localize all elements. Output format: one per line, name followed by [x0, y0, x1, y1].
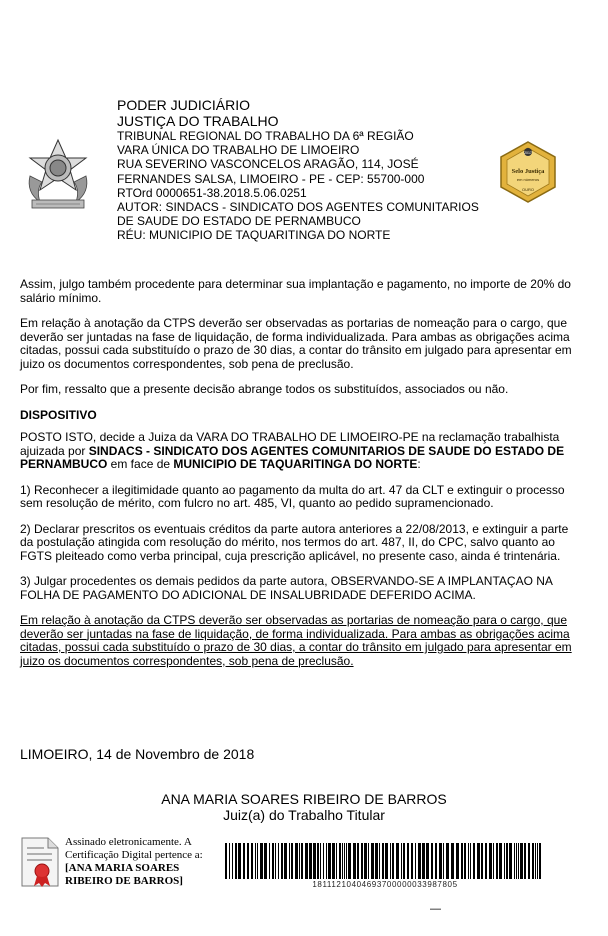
barcode-bar	[368, 843, 369, 879]
barcode-bar	[509, 843, 512, 879]
barcode-bar	[535, 843, 536, 879]
place-date: LIMOEIRO, 14 de Novembro de 2018	[20, 746, 255, 762]
paragraph-abrangencia: Por fim, ressalto que a presente decisão abrange todos os substituídos, associados ou não.	[20, 382, 509, 396]
barcode-bar	[407, 843, 409, 879]
header-line-justica: JUSTIÇA DO TRABALHO	[117, 113, 279, 129]
barcode-bar	[301, 843, 303, 879]
barcode-bar	[299, 843, 300, 879]
barcode-bar	[332, 843, 335, 879]
barcode-bar	[426, 843, 429, 879]
barcode-bar	[342, 843, 343, 879]
barcode-bar	[364, 843, 367, 879]
barcode-bar	[238, 843, 241, 879]
barcode-bar	[401, 843, 402, 879]
barcode-bar	[305, 843, 308, 879]
paragraph-posto-isto: POSTO ISTO, decide a Juiza da VARA DO TRABALHO DE LIMOEIRO-PE na reclamação trabalhista ajuizada por SINDACS - SINDICATO DOS AGENTES COMUNITARIOS DE SAUDE DO ESTADO DE PERNAMBUCO em face de MUNICIPIO DE TAQUARITINGA DO NORTE:	[20, 430, 565, 471]
barcode-bar	[247, 843, 249, 879]
header-line-tribunal: TRIBUNAL REGIONAL DO TRABALHO DA 6ª REGIÃO	[117, 129, 414, 143]
barcode-bar	[291, 843, 293, 879]
barcode-bar	[524, 843, 526, 879]
list-item-3: 3) Julgar procedentes os demais pedidos da parte autora, OBSERVANDO-SE A IMPLANTAÇAO NA FOLHA DE PAGAMENTO DO ADICIONAL DE INSALUBRIDADE DEFERIDO ACIMA.	[20, 574, 553, 602]
barcode-bar	[344, 843, 345, 879]
barcode-bar	[328, 843, 331, 879]
header-line-rua: RUA SEVERINO VASCONCELOS ARAGÃO, 114, JOSÉ	[117, 157, 419, 172]
barcode-bar	[255, 843, 256, 879]
barcode-bar	[295, 843, 298, 879]
header-text-block	[117, 97, 479, 243]
barcode-bar	[281, 843, 283, 879]
svg-text:Selo Justiça: Selo Justiça	[511, 168, 545, 175]
barcode-bar	[477, 843, 480, 879]
page-dash: —	[430, 903, 441, 915]
barcode-bar	[379, 843, 380, 879]
header-line-poder: PODER JUDICIÁRIO	[117, 97, 251, 113]
svg-text:2017: 2017	[524, 151, 532, 155]
barcode-bar	[336, 843, 337, 879]
barcode-bar	[496, 843, 498, 879]
document-barcode	[223, 843, 547, 879]
barcode-bar	[446, 843, 449, 879]
barcode-bar	[539, 843, 541, 879]
barcode-bar	[284, 843, 287, 879]
barcode-bar	[275, 843, 276, 879]
barcode-bar	[225, 843, 227, 879]
header-line-endereco: FERNANDES SALSA, LIMOEIRO - PE - CEP: 55700-000	[117, 171, 425, 186]
barcode-bar	[499, 843, 502, 879]
barcode-bar	[313, 843, 316, 879]
document-body	[20, 278, 580, 680]
barcode-bar	[443, 843, 444, 879]
barcode-bar	[485, 843, 487, 879]
barcode-bar	[403, 843, 405, 879]
barcode-bar	[326, 843, 327, 879]
barcode-bar	[422, 843, 425, 879]
header-line-vara: VARA ÚNICA DO TRABALHO DE LIMOEIRO	[117, 143, 360, 158]
barcode-bar	[390, 843, 391, 879]
coat-of-arms-icon	[22, 136, 94, 214]
barcode-bar	[348, 843, 351, 879]
barcode-bar	[456, 843, 459, 879]
barcode-bar	[468, 843, 469, 879]
barcode-bar	[272, 843, 274, 879]
barcode-bar	[411, 843, 413, 879]
barcode-bar	[357, 843, 359, 879]
barcode-bar	[481, 843, 483, 879]
barcode-bar	[489, 843, 492, 879]
barcode-bar	[235, 843, 237, 879]
section-heading-dispositivo: DISPOSITIVO	[20, 407, 97, 422]
barcode-bar	[323, 843, 324, 879]
barcode-bar	[418, 843, 421, 879]
barcode-bar	[229, 843, 230, 879]
barcode-bar	[382, 843, 384, 879]
barcode-bar	[520, 843, 523, 879]
barcode-bar	[353, 843, 356, 879]
barcode-bar	[260, 843, 263, 879]
barcode-bar	[504, 843, 505, 879]
digital-certificate-icon	[20, 836, 60, 888]
signature-statement: Assinado eletronicamente. A Certificação Digital pertence a:	[65, 836, 203, 861]
barcode-bar	[518, 843, 519, 879]
header-line-reu: RÉU: MUNICIPIO DE TAQUARITINGA DO NORTE	[117, 228, 391, 243]
barcode-bar	[532, 843, 534, 879]
header-line-autor: AUTOR: SINDACS - SINDICATO DOS AGENTES COMUNITARIOS	[117, 200, 479, 215]
barcode-bar	[516, 843, 517, 879]
barcode-bar	[375, 843, 378, 879]
barcode-bar	[269, 843, 270, 879]
svg-text:OURO: OURO	[522, 187, 534, 192]
barcode-bar	[493, 843, 494, 879]
header-line-processo: RTOrd 0000651-38.2018.5.06.0251	[117, 185, 307, 200]
barcode-bar	[243, 843, 245, 879]
svg-text:em números: em números	[516, 177, 540, 182]
barcode-bar	[537, 843, 538, 879]
barcode-bar	[309, 843, 312, 879]
barcode-bar	[396, 843, 399, 879]
barcode-number: 18111210404693700000033987805	[312, 880, 458, 889]
barcode-bar	[339, 843, 341, 879]
barcode-bar	[528, 843, 530, 879]
signer-name: [ANA MARIA SOARES RIBEIRO DE BARROS]	[65, 862, 183, 887]
barcode-bar	[232, 843, 233, 879]
barcode-bar	[431, 843, 433, 879]
barcode-bar	[506, 843, 508, 879]
barcode-bar	[346, 843, 347, 879]
paragraph-implantacao: Assim, julgo também procedente para determinar sua implantação e pagamento, no importe de 20% do salário mínimo.	[20, 277, 571, 305]
barcode-bar	[371, 843, 374, 879]
barcode-bar	[264, 843, 267, 879]
barcode-bar	[439, 843, 442, 879]
signature-block	[65, 836, 215, 888]
paragraph-ctps-underlined: Em relação à anotação da CTPS deverão ser observadas as portarias de nomeação para o cargo, que deverão ser juntadas na fase de liquidação, de forma individualizada. Para ambas as obrigações acima citadas, possui cada substituído o prazo de 30 dias, a contar do trânsito em julgado para apresentar em juizo os documentos correspondentes, sob pena de preclusão.	[20, 613, 572, 668]
barcode-bar	[392, 843, 394, 879]
barcode-bar	[464, 843, 466, 879]
document-header	[0, 0, 608, 250]
selo-justica-badge-icon	[497, 140, 559, 204]
barcode-bar	[470, 843, 471, 879]
barcode-bar	[320, 843, 321, 879]
header-line-autor-cont: DE SAUDE DO ESTADO DE PERNAMBUCO	[117, 214, 361, 229]
barcode-bar	[473, 843, 475, 879]
barcode-bar	[257, 843, 258, 879]
list-item-1: 1) Reconhecer a ilegitimidade quanto ao pagamento da multa do art. 47 da CLT e extinguir o processo sem resolução de mérito, com fulcro no art. 485, VI, quanto ao pedido supramencionado.	[20, 482, 565, 510]
barcode-bar	[278, 843, 279, 879]
barcode-bar	[415, 843, 416, 879]
barcode-bar	[361, 843, 363, 879]
barcode-bar	[289, 843, 290, 879]
barcode-bar	[451, 843, 454, 879]
barcode-bar	[461, 843, 463, 879]
barcode-bar	[317, 843, 319, 879]
barcode-bar	[385, 843, 388, 879]
paragraph-ctps: Em relação à anotação da CTPS deverão ser observadas as portarias de nomeação para o cargo, que deverão ser juntadas na fase de liquidação, de forma individualizada. Para ambas as obrigações acima citadas, possui cada substituído o prazo de 30 dias, a contar do trânsito em julgado para apresentar em juizo os documentos correspondentes, sob pena de preclusão.	[20, 316, 572, 371]
judge-name: ANA MARIA SOARES RIBEIRO DE BARROS	[161, 791, 447, 807]
barcode-bar	[435, 843, 437, 879]
barcode-bar	[514, 843, 515, 879]
barcode-bar	[251, 843, 253, 879]
list-item-2: 2) Declarar prescritos os eventuais créditos da parte autora anteriores a 22/08/2013, e extinguir a parte da postulação atingida com resolução do mérito, nos termos do art. 487, II, do CPC, salvo quanto ao FGTS pleiteado como verba principal, cuja prescrição aplicável, no presente caso, ainda é trintenária.	[20, 521, 569, 563]
judge-title: Juiz(a) do Trabalho Titular	[223, 807, 385, 823]
